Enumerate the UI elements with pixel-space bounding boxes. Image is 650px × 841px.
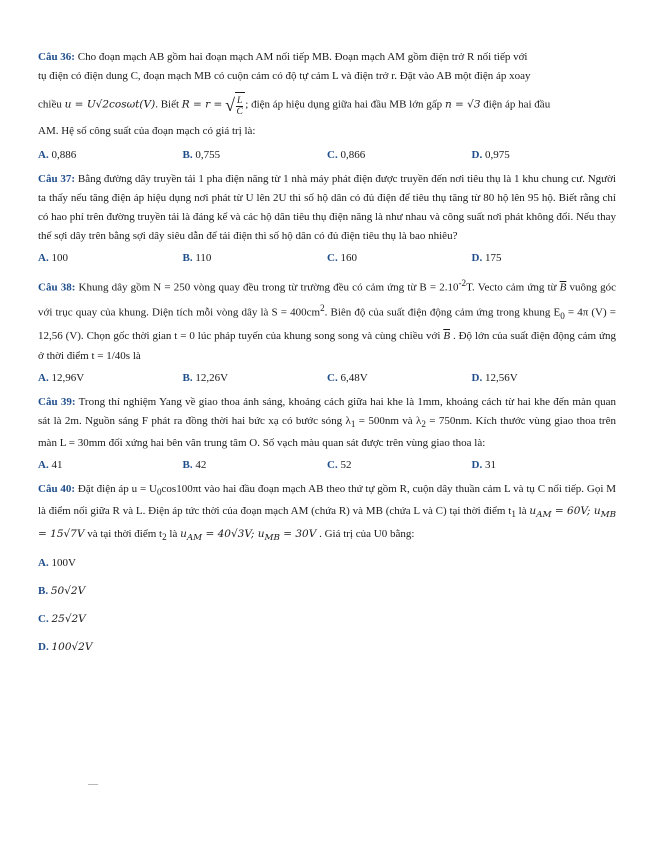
question-label: Câu 36: [38, 51, 75, 63]
ratio-formula: n = √3 [444, 98, 481, 111]
option-b[interactable]: B. 42 [182, 458, 207, 471]
question-39 [38, 393, 616, 453]
resistance-formula: R = r = [181, 98, 223, 111]
question-36 [38, 48, 616, 86]
subscript: 0 [560, 310, 565, 321]
subscript: 1 [350, 418, 356, 429]
question-label: Câu 40: [38, 482, 76, 495]
exponent: 2 [320, 302, 325, 313]
question-38 [38, 273, 616, 366]
question-text: và tại thời điểm t [84, 527, 163, 540]
question-text: là [515, 504, 530, 517]
exam-page [38, 48, 616, 655]
option-a[interactable]: A. 12,96V [38, 371, 85, 384]
question-text: = 750nm. Kích thước vùng giao thoa trên màn L = 30mm đối xứng hai bên vân trung tâm O. Số vạch màu quan sát được trên vùng giao thoa là: [38, 414, 616, 449]
voltage-formula: u = U√2cosωt(V) [64, 98, 156, 111]
option-b[interactable]: B. 12,26V [182, 371, 229, 384]
vector-b: $\overline{B}$ [559, 281, 567, 294]
option-a[interactable]: A. 41 [38, 458, 63, 471]
question-text: = 4π (V) = 12,56 (V). Chọn gốc thời gian t = 0 lúc pháp tuyến của khung song song và cùng chiều với [38, 306, 616, 342]
question-36-formula-line [38, 92, 616, 118]
option-d[interactable]: D. 0,975 [471, 149, 510, 161]
question-text: Đặt điện áp u = U [75, 482, 157, 495]
question-text: . Biên độ của suất điện động cảm ứng trong khung E [324, 306, 561, 319]
question-label: Câu 38: [38, 281, 76, 294]
question-text: cos100πt vào hai đầu đoạn mạch AB theo thứ tự gồm R, cuộn dây thuần cảm L và tụ C nối tiếp. Gọi M là điểm nối giữa R và L. Điện áp tức thời của đoạn mạch AM (chứa R) và MB (chứa L và C) tại thời điểm t [38, 482, 616, 517]
option-d[interactable]: D. 31 [471, 458, 496, 471]
question-text: T. Vecto cảm ứng từ [466, 281, 560, 294]
vector-b: $\overline{B}$ [443, 329, 451, 342]
option-d[interactable]: D. 12,56V [471, 371, 518, 384]
subscript: 2 [421, 418, 426, 429]
option-b[interactable]: B. 110 [182, 252, 212, 264]
question-label: Câu 37: [38, 173, 76, 185]
question-text: vuông góc với trục quay của khung. Diện tích mỗi vòng dây là S = 400cm [38, 281, 616, 319]
question-text: tụ điện có điện dung C, đoạn mạch MB có cuộn cảm có độ tự cảm L và điện trở r. Đặt vào AB một điện áp xoay [38, 70, 531, 82]
question-text: . Giá trị của U0 bằng: [316, 527, 415, 540]
question-text: ; điện áp hiệu dụng giữa hai đầu MB lớn gấp [245, 98, 445, 111]
question-text: AM. Hệ số công suất của đoạn mạch có giá trị là: [38, 125, 256, 137]
question-text: điện áp hai đầu [480, 98, 551, 111]
question-40 [38, 480, 616, 548]
options-38 [38, 370, 616, 387]
question-text: Khung dây gồm N = 250 vòng quay đều trong từ trường đều có cảm ứng từ B = 2.10 [75, 281, 459, 294]
question-text: . Biết [155, 98, 182, 111]
voltage-values-t1: $u_{AM} = 60V$; $u_{MB} = 15√7V$ [38, 504, 616, 540]
question-text: = 500nm và λ [355, 414, 422, 427]
option-c[interactable]: C. 6,48V [327, 371, 368, 384]
options-36 [38, 147, 616, 164]
option-a[interactable]: A. 100 [38, 252, 68, 264]
question-text: Trong thí nghiệm Yang về giao thoa ánh sáng, khoảng cách giữa hai khe là 1mm, khoảng cách từ hai khe đến màn quan sát là 2m. Nguồn sáng F phát ra đồng thời hai bức xạ có bước sóng λ [38, 395, 616, 427]
fraction-denominator: C [236, 106, 243, 117]
fraction-numerator: L [236, 95, 243, 106]
question-text: là [166, 527, 181, 540]
option-d[interactable]: D. 100√2V [38, 641, 93, 654]
option-c[interactable]: C. 160 [327, 252, 357, 264]
question-text: Bằng đường dây truyền tải 1 pha điện năng từ 1 nhà máy phát điện được truyền đến nơi tiêu thụ là 1 khu chung cư. Người ta thấy nếu tăng điện áp hiệu dụng nơi phát từ U lên 2U thì số hộ dân có đủ điện để tiêu thụ tăng từ 80 hộ lên 95 hộ. Biết rằng chỉ có hao phí trên đường truyền tải là đáng kể và các hộ dân tiêu thụ điện năng là như nhau và công suất nơi phát không đổi. Nếu thay thế sợi dây trên bằng sợi dây siêu dẫn để tải điện thì số hộ dân có đủ điện tiêu thụ là bao nhiêu? [38, 173, 616, 242]
option-b[interactable]: B. 0,755 [182, 149, 221, 161]
option-b[interactable]: B. 50√2V [38, 585, 86, 598]
options-40 [38, 555, 616, 655]
subscript: 0 [156, 486, 162, 497]
question-label: Câu 39: [38, 395, 76, 408]
sqrt-l-over-c [225, 92, 245, 118]
exponent: -2 [458, 278, 467, 288]
option-c[interactable]: C. 52 [327, 458, 352, 471]
option-a[interactable]: A. 0,886 [38, 149, 77, 161]
option-c[interactable]: C. 25√2V [38, 613, 86, 626]
subscript: 2 [162, 532, 167, 543]
options-39 [38, 457, 616, 474]
question-text: . Độ lớn của suất điện động cảm ứng ở thời điểm t = 1/40s là [38, 329, 616, 362]
subscript: 1 [511, 509, 516, 520]
question-text: chiều [38, 98, 65, 111]
options-37 [38, 250, 616, 267]
question-36-end [38, 122, 616, 141]
sqrt-sign-icon: √ [225, 95, 235, 115]
option-c[interactable]: C. 0,866 [327, 149, 366, 161]
question-text: Cho đoạn mạch AB gồm hai đoạn mạch AM nối tiếp MB. Đoạn mạch AM gồm điện trở R nối tiếp với [74, 51, 528, 63]
option-d[interactable]: D. 175 [471, 252, 502, 264]
option-a[interactable]: A. 100V [38, 557, 76, 570]
question-37 [38, 170, 616, 246]
voltage-values-t2: $u_{AM} = 40√3V$; $u_{MB} = 30V$ [180, 527, 317, 544]
footer-mark: — [88, 779, 98, 790]
